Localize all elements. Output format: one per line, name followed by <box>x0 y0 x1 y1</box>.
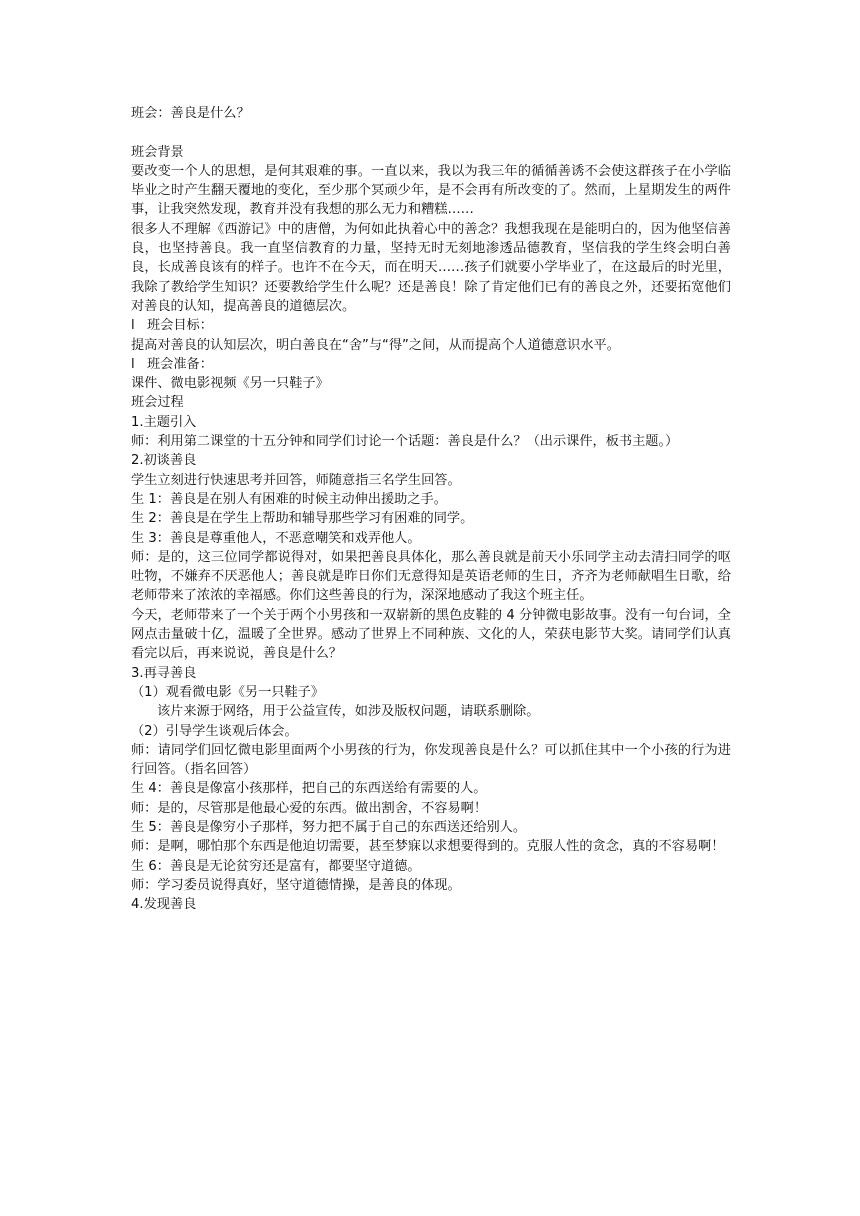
goal-label: 班会目标： <box>147 318 213 334</box>
section-3-sub-2: （2）引导学生谈观后体会。 <box>131 723 298 739</box>
goal-text: 提高对善良的认知层次，明白善良在“舍”与“得”之间，从而提高个人道德意识水平。 <box>131 337 620 353</box>
section-4-heading: 4.发现善良 <box>131 897 197 913</box>
teacher-response-2: 师：是的，尽管那是他最心爱的东西。做出割舍，不容易啊！ <box>131 800 488 816</box>
blank-line <box>131 123 731 142</box>
student-4-answer: 生 4：善良是像富小孩那样，把自己的东西送给有需要的人。 <box>131 781 487 797</box>
section-1-text: 师：利用第二课堂的十五分钟和同学们讨论一个话题：善良是什么？（出示课件，板书主题。） <box>131 434 679 450</box>
film-introduction: 今天，老师带来了一个关于两个小男孩和一双崭新的黑色皮鞋的 4 分钟微电影故事。没有一句台词，全网点击量破十亿，温暖了全世界。感动了世界上不同种族、文化的人，荣获电影节大奖。请同学们认真看完以后，再来说说，善良是什么？ <box>131 607 731 662</box>
prep-label: 班会准备： <box>147 356 213 372</box>
student-5-answer: 生 5：善良是像穷小子那样，努力把不属于自己的东西送还给别人。 <box>131 819 527 835</box>
teacher-response-3: 师：是啊，哪怕那个东西是他迫切需要，甚至梦寐以求想要得到的。克服人性的贪念，真的不容易啊！ <box>131 839 725 855</box>
copyright-note: 该片来源于网络，用于公益宣传，如涉及版权问题，请联系删除。 <box>157 704 540 720</box>
section-1-heading: 1.主题引入 <box>131 414 197 430</box>
student-2-answer: 生 2：善良是在学生上帮助和辅导那些学习有困难的同学。 <box>131 511 474 527</box>
prep-text: 课件、微电影视频《另一只鞋子》 <box>131 376 329 392</box>
bullet-marker: l <box>131 356 135 372</box>
document-title: 班会：善良是什么？ <box>131 106 250 121</box>
bullet-marker: l <box>131 318 135 334</box>
teacher-response-4: 师：学习委员说得真好，坚守道德情操，是善良的体现。 <box>131 877 461 893</box>
goal-bullet <box>131 316 731 335</box>
section-3-sub-1: （1）观看微电影《另一只鞋子》 <box>131 684 325 700</box>
student-6-answer: 生 6：善良是无论贫穷还是富有，都要坚守道德。 <box>131 858 421 874</box>
document-body <box>131 104 731 914</box>
teacher-prompt: 师：请同学们回忆微电影里面两个小男孩的行为，你发现善良是什么？可以抓住其中一个小孩的行为进行回答。（指名回答） <box>131 742 731 778</box>
student-3-answer: 生 3：善良是尊重他人，不恶意嘲笑和戏弄他人。 <box>131 530 421 546</box>
background-paragraph-1: 要改变一个人的思想，是何其艰难的事。一直以来，我以为我三年的循循善诱不会使这群孩子在小学临毕业之时产生翻天覆地的变化，至少那个冥顽少年，是不会再有所改变的了。然而，上星期发生的两件事，让我突然发现，教育并没有我想的那么无力和糟糕…… <box>131 163 731 218</box>
section-3-heading: 3.再寻善良 <box>131 665 197 681</box>
background-paragraph-2: 很多人不理解《西游记》中的唐僧，为何如此执着心中的善念？我想我现在是能明白的，因为他坚信善良，也坚持善良。我一直坚信教育的力量，坚持无时无刻地渗透品德教育，坚信我的学生终会明白善良，长成善良该有的样子。也许不在今天，而在明天……孩子们就要小学毕业了，在这最后的时光里，我除了教给学生知识？还要教给学生什么呢？还是善良！除了肯定他们已有的善良之外，还要拓宽他们对善良的认知，提高善良的道德层次。 <box>131 221 731 314</box>
prep-bullet <box>131 355 731 374</box>
section-2-intro: 学生立刻进行快速思考并回答，师随意指三名学生回答。 <box>131 472 461 488</box>
background-heading: 班会背景 <box>131 144 184 160</box>
student-1-answer: 生 1：善良是在别人有困难的时候主动伸出援助之手。 <box>131 491 447 507</box>
teacher-response-1: 师：是的，这三位同学都说得对，如果把善良具体化，那么善良就是前天小乐同学主动去清扫同学的呕吐物，不嫌弃不厌恶他人；善良就是昨日你们无意得知是英语老师的生日，齐齐为老师献唱生日歌，给老师带来了浓浓的幸福感。你们这些善良的行为，深深地感动了我这个班主任。 <box>131 549 731 604</box>
process-heading: 班会过程 <box>131 395 184 411</box>
section-2-heading: 2.初谈善良 <box>131 453 197 469</box>
